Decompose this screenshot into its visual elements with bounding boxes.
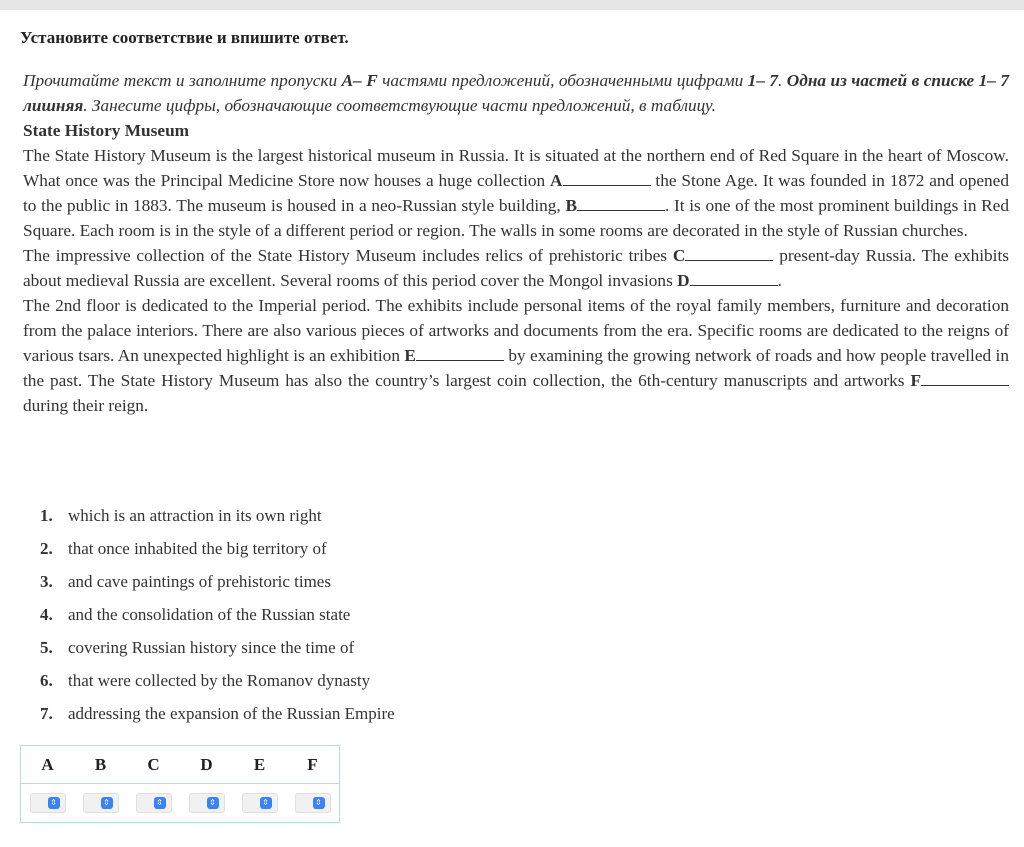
option-number: 6. <box>40 671 53 690</box>
list-item <box>40 569 395 602</box>
answer-select-e[interactable] <box>242 793 278 813</box>
option-text: addressing the expansion of the Russian Empire <box>68 704 395 723</box>
option-text: which is an attraction in its own right <box>68 506 322 525</box>
select-arrow-icon: ⇕ <box>154 797 166 809</box>
paragraph-text: the Stone Age. It was founded in 1872 and opened to the public in 1883. The museum is housed in a neo-Russian style building, <box>23 171 1009 215</box>
option-number: 4. <box>40 605 53 624</box>
answer-cell-a <box>21 784 75 823</box>
option-text: and cave paintings of prehistoric times <box>68 572 331 591</box>
column-header-f: F <box>286 746 340 784</box>
column-header-b: B <box>74 746 127 784</box>
option-number: 3. <box>40 572 53 591</box>
select-arrow-icon: ⇕ <box>260 797 272 809</box>
select-arrow-icon: ⇕ <box>207 797 219 809</box>
instruction-extra: Одна из частей в списке 1– 7 лишняя <box>23 71 1009 115</box>
options-list <box>40 503 395 734</box>
instruction-text: частями предложений, обозначенными цифрами <box>377 71 748 90</box>
top-bar <box>0 0 1024 10</box>
instruction-numbers: 1– 7 <box>747 71 779 90</box>
answer-cell-d <box>180 784 233 823</box>
option-number: 1. <box>40 506 53 525</box>
paragraph-text: The 2nd floor is dedicated to the Imperial period. The exhibits include personal items of the royal family members, furniture and decoration from the palace interiors. There are also various pieces of artworks and documents from the era. Specific rooms are dedicated to the reigns of various tsars. An unexpected highlight is an exhibition <box>23 296 1009 365</box>
paragraph-text: The State History Museum is the largest historical museum in Russia. It is situated at the northern end of Red Square in the heart of Moscow. What once was the Principal Medicine Store now houses a huge collection <box>23 146 1009 190</box>
gap-label-e: E <box>404 346 416 365</box>
answer-select-c[interactable] <box>136 793 172 813</box>
column-header-d: D <box>180 746 233 784</box>
list-item <box>40 701 395 734</box>
instruction-text: Прочитайте текст и заполните пропуски <box>23 71 342 90</box>
paragraph-text: The impressive collection of the State History Museum includes relics of prehistoric tribes <box>23 246 673 265</box>
paragraph-1 <box>23 143 1009 243</box>
instruction-text: . <box>778 71 787 90</box>
option-text: and the consolidation of the Russian state <box>68 605 351 624</box>
answer-cell-e <box>233 784 286 823</box>
gap-label-d: D <box>677 271 690 290</box>
gap-d <box>690 269 778 286</box>
gap-label-b: B <box>565 196 577 215</box>
paragraph-text: by examining the growing network of roads and how people travelled in the past. The State History Museum has also the country’s largest coin collection, the 6th-century manuscripts and artworks <box>23 346 1009 390</box>
gap-a <box>563 169 651 186</box>
task-content <box>23 68 1009 418</box>
column-header-e: E <box>233 746 286 784</box>
answer-select-a[interactable] <box>30 793 66 813</box>
gap-e <box>416 344 504 361</box>
select-arrow-icon: ⇕ <box>101 797 113 809</box>
task-heading: Установите соответствие и впишите ответ. <box>20 28 349 47</box>
answer-table-header <box>21 746 340 784</box>
paragraph-3 <box>23 293 1009 418</box>
list-item <box>40 668 395 701</box>
answer-select-b[interactable] <box>83 793 119 813</box>
option-text: that once inhabited the big territory of <box>68 539 327 558</box>
select-arrow-icon: ⇕ <box>313 797 325 809</box>
list-item <box>40 503 395 536</box>
gap-label-a: A <box>550 171 563 190</box>
option-text: that were collected by the Romanov dynasty <box>68 671 371 690</box>
option-text: covering Russian history since the time of <box>68 638 355 657</box>
gap-f <box>921 369 1009 386</box>
answer-table <box>20 745 340 823</box>
answer-select-f[interactable] <box>295 793 331 813</box>
paragraph-text: . It is one of the most prominent buildings in Red Square. Each room is in the style of a different period or region. The walls in some rooms are decorated in the style of Russian churches. <box>23 196 1009 240</box>
column-header-a: A <box>21 746 75 784</box>
text-title: State History Museum <box>23 121 190 140</box>
paragraph-text: during their reign. <box>23 396 149 415</box>
paragraph-text: . <box>777 271 782 290</box>
column-header-c: C <box>127 746 180 784</box>
option-number: 7. <box>40 704 53 723</box>
paragraph-text: present-day Russia. The exhibits about medieval Russia are excellent. Several rooms of this period cover the Mongol invasions <box>23 246 1010 290</box>
list-item <box>40 635 395 668</box>
instruction <box>23 68 1009 118</box>
paragraph-2 <box>23 243 1009 293</box>
list-item <box>40 536 395 569</box>
list-item <box>40 602 395 635</box>
gap-c <box>685 244 773 261</box>
gap-b <box>577 194 665 211</box>
option-number: 2. <box>40 539 53 558</box>
answer-select-d[interactable] <box>189 793 225 813</box>
select-arrow-icon: ⇕ <box>48 797 60 809</box>
option-number: 5. <box>40 638 53 657</box>
instruction-letters: A– F <box>341 71 378 90</box>
instruction-text: . Занесите цифры, обозначающие соответствующие части предложений, в таблицу. <box>83 96 716 115</box>
answer-cell-b <box>74 784 127 823</box>
gap-label-f: F <box>910 371 921 390</box>
gap-label-c: C <box>672 246 686 265</box>
answer-table-row <box>21 784 340 823</box>
answer-cell-f <box>286 784 340 823</box>
answer-cell-c <box>127 784 180 823</box>
